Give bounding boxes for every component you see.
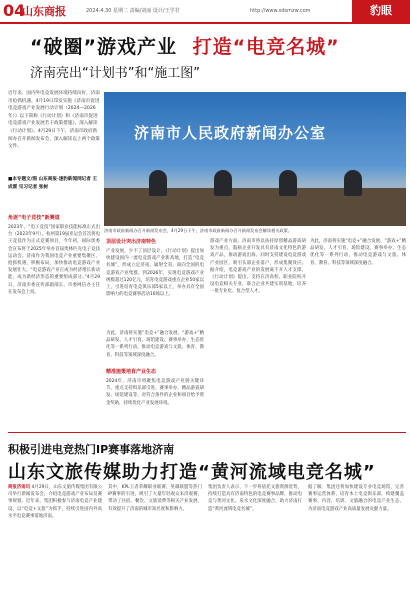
press-conference-photo bbox=[104, 92, 406, 226]
backdrop-text: 济南市人民政府新闻办公室 bbox=[134, 124, 327, 142]
column-1-body: 2023年，“电子竞技”国家职业技能标准正式出台（2023年9月）。杭州第19届亚运会首次将电子竞技作为正式竞赛项目，今年初，国际奥委会宣布将于2025年举办首届奥林匹克电子竞技运动会。济南作为我国电竞产业重要集聚区，抢抓机遇，积极布局，加快推动电竞游戏产业发展壮大。“电竞游戏产业正成为经济增长新动能，成为新经济形态的重要组成部分。”4月29日，济南市委宣传部副部长、市委网信办主任在发布会上说。 bbox=[8, 225, 100, 295]
bottom-col-3: 集团负责人表示，下一步将依托文旅资源优势，持续打造具有济南特色的电竞赛事品牌，推动电竞与黄河文化、泉水文化深度融合，助力济南打造“黄河流域电竞名城”。 bbox=[208, 485, 302, 512]
byline: ■本专题文/图 山东商报·速豹新闻网记者 王成雷 见习记者 张树 bbox=[8, 177, 98, 190]
section-divider bbox=[8, 432, 406, 433]
main-headline bbox=[30, 32, 340, 59]
section-tag: 豹眼 bbox=[352, 0, 410, 22]
middle-body-2: 为此，济南将实施“电竞+”融合发展、“游戏+”精品研发、人才引育、场馆建设、赛事举办、生态优化等一系列行动，推动电竞游戏与文旅、体育、教育、科技等领域深度融合。 bbox=[106, 331, 204, 358]
headline-part2: 打造“电竞名城” bbox=[192, 36, 340, 58]
speaker-figure bbox=[344, 170, 362, 196]
site-url: http://www.sdsmzw.com bbox=[250, 8, 311, 14]
speaker-figure bbox=[214, 170, 232, 196]
sub-headline: 济南亮出“计划书”和“施工图” bbox=[30, 66, 200, 81]
photo-caption: 济南市政府新闻办召开新闻发布会，4月29日下午，济南市政府新闻办召开新闻发布会解读相关政策。 bbox=[104, 228, 293, 233]
bottom-col-1-text: 4月29日，山东文旅传媒集团有限公司举行新闻发布会，介绍电竞游戏产业布局及赛事规划。近年来，集团积极参与济南电竞产业建设，以“电竞+文旅”为抓手，持续引进国内外高水平电竞赛事落地济南。 bbox=[8, 485, 102, 519]
bottom-col-1 bbox=[8, 484, 102, 598]
page-number: 04 bbox=[3, 1, 26, 20]
bottom-label: 商报济南讯 bbox=[8, 485, 31, 490]
newspaper-brand: 山东商报 bbox=[22, 5, 66, 18]
section-label-3: 精准施策培育产业生态 bbox=[106, 369, 157, 375]
headline-part1: “破圈”游戏产业 bbox=[30, 36, 177, 58]
lead-paragraph: 近年来，国内外电竞发展环境持续向好，济南市抢抓机遇。4月19日印发实施《济南市促进电竞游戏产业发展行动计划（2024—2026年）》以下简称《行动计划》和《济南市促进电竞游戏产业发展若干政策措施》，深入解读《行动计划》。4月29日下午，济南市政府新闻办召开新闻发布会，深入解读以上两个政策文件。 bbox=[8, 91, 100, 150]
right-body-a: 游戏产业方面，济南市将以扶持原创精品游戏研发为重点，鼓励企业开发具有济南文化特色的游戏产品，推动游戏出海。同时支持建设电竞游戏产业园区，吸引头部企业落户，形成集聚效应。据介绍，电竞游戏产业的发展离不开人才支撑。《行动计划》提出，支持在济高校、职业院校开设电竞相关专业，联合企业共建实训基地，培养一批专业化、复合型人才。 bbox=[210, 239, 306, 295]
section-label-2: 顶层设计突出济南特色 bbox=[106, 239, 157, 245]
bottom-col-2: 其中，KPL王者荣耀职业联赛、英雄联盟等热门IP赛事的引进，吸引了大量年轻观众来济观赛，带动了住宿、餐饮、文旅消费等相关产业发展，有效提升了济南的城市知名度和影响力。 bbox=[108, 485, 202, 512]
middle-body-1: 产业发展，少不了顶层设计。《行动计划》提出加快建设国内一流电竞游戏产业新高地，打造“电竞名城”，形成立足济南、辐射全省、面向全国的电竞游戏产业集群。到2026年，实现电竞游戏产业规模超过120亿元，培育电竞游戏重点企业50家以上，引进培育电竞俱乐部5家以上，举办具有全国影响力的电竞赛事活动10场以上。 bbox=[106, 249, 204, 298]
middle-body-3: 2024年，济南市将聚焦电竞游戏产业链关键环节，重点支持俱乐部引进、赛事举办、精品游戏研发、场馆建设等，对符合条件的企业和项目给予资金奖励，持续优化产业发展环境。 bbox=[106, 379, 204, 406]
right-body-b: 为此，济南将实施“电竞+”融合发展、“游戏+”精品研发、人才引育、场馆建设、赛事举办、生态优化等一系列行动，推动电竞游戏与文旅、体育、教育、科技等领域深度融合。 bbox=[310, 239, 406, 266]
bottom-col-4: 据了解，集团还将加快建设专业电竞场馆，完善赛事运营体系，培育本土电竞俱乐部，构建覆盖赛事、内容、培训、文旅融合的电竞产业生态，为济南电竞游戏产业高质量发展贡献力量。 bbox=[308, 485, 404, 512]
second-headline: 山东文旅传媒助力打造“黄河流域电竞名城” bbox=[8, 462, 376, 483]
speaker-figure bbox=[149, 170, 167, 196]
speaker-figure bbox=[279, 170, 297, 196]
section-label-1: 角逐“电子竞技”新赛道 bbox=[8, 215, 60, 221]
issue-meta: 2024.4.30 星期二 责编/刘丽 设计/王学君 bbox=[86, 8, 180, 14]
second-kicker: 积极引进电竞热门IP赛事落地济南 bbox=[8, 443, 175, 456]
